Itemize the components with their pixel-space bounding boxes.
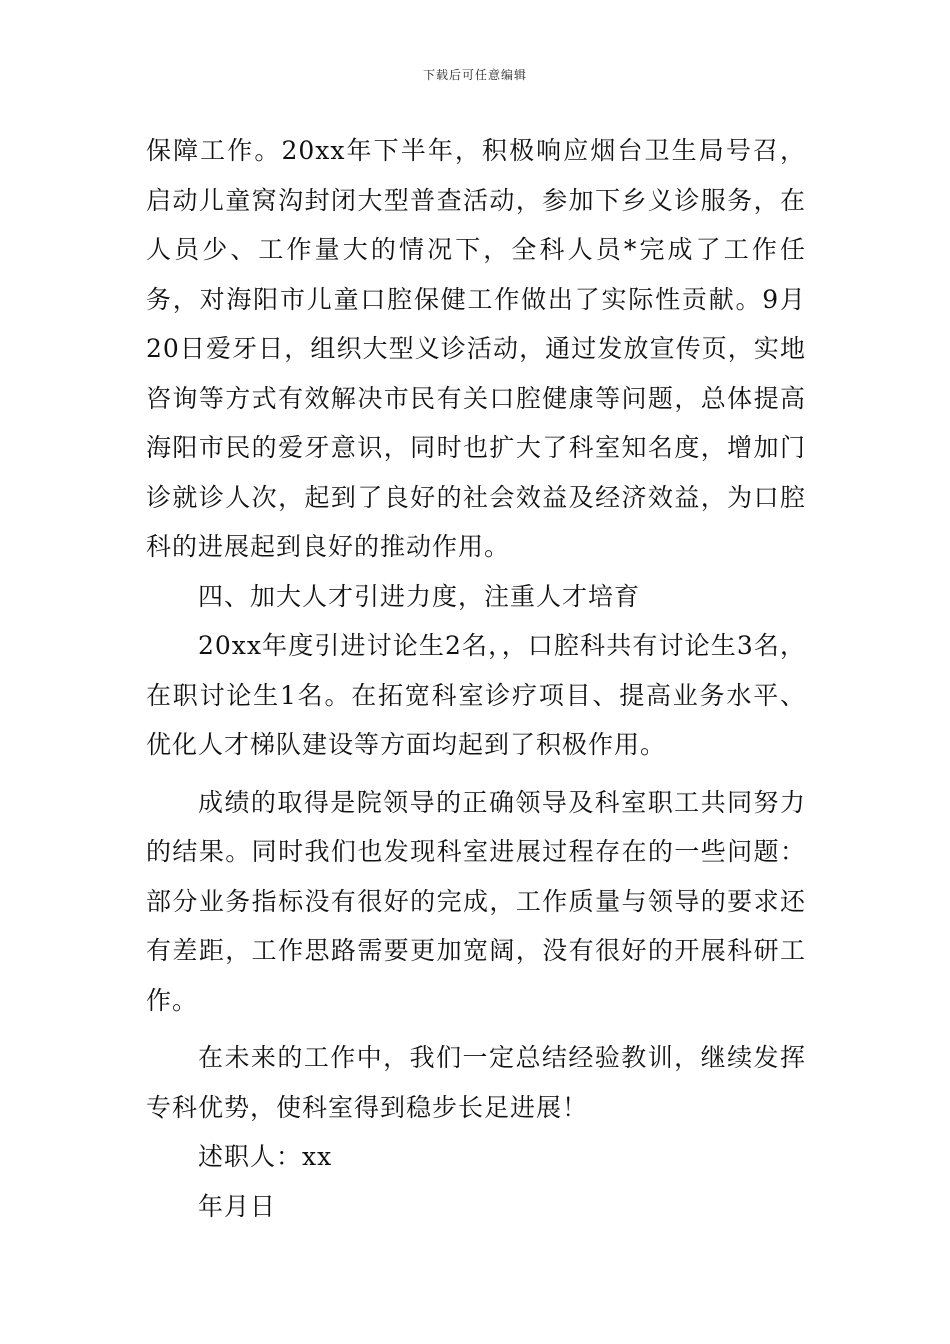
paragraph-continued: 保障工作。20xx年下半年，积极响应烟台卫生局号召，启动儿童窝沟封闭大型普查活动，参加下乡义诊服务，在人员少、工作量大的情况下，全科人员*完成了工作任务，对海阳市儿童口腔保健工作做出了实际性贡献。9月20日爱牙日，组织大型义诊活动，通过发放宣传页，实地咨询等方式有效解决市民有关口腔健康等问题，总体提高海阳市民的爱牙意识，同时也扩大了科室知名度，增加门诊就诊人次，起到了良好的社会效益及经济效益，为口腔科的进展起到良好的推动作用。 [146, 136, 806, 561]
paragraph-achievements: 成绩的取得是院领导的正确领导及科室职工共同努力的结果。同时我们也发现科室进展过程存在的一些问题：部分业务指标没有很好的完成，工作质量与领导的要求还有差距，工作思路需要更加宽阔，没有很好的开展科研工作。 [146, 787, 806, 1015]
section-heading: 四、加大人才引进力度，注重人才培育 [198, 581, 641, 611]
paragraph-future: 在未来的工作中，我们一定总结经验教训，继续发挥专科优势，使科室得到稳步长足进展！ [146, 1043, 806, 1122]
document-body [146, 126, 806, 1231]
paragraph-talent: 20xx年度引进讨论生2名，，口腔科共有讨论生3名，在职讨论生1名。在拓宽科室诊疗项目、提高业务水平、优化人才梯队建设等方面均起到了积极作用。 [146, 631, 806, 759]
date-line: 年月日 [198, 1191, 277, 1221]
signature-line: 述职人：xx [198, 1142, 333, 1171]
page-header: 下载后可任意编辑 [422, 68, 527, 82]
